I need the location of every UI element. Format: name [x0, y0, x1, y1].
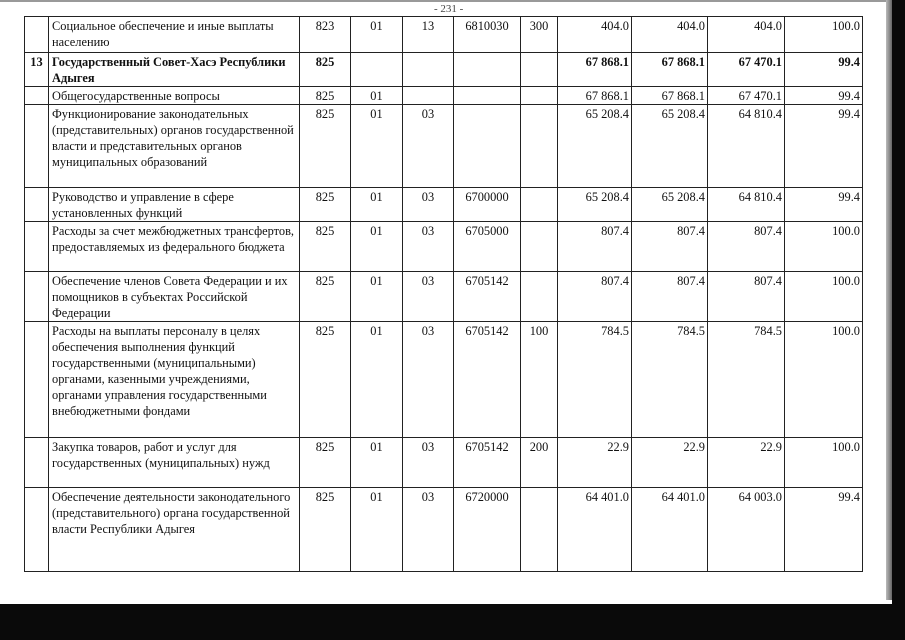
cell-amount-3: 807.4: [708, 272, 785, 322]
row-index: 13: [25, 53, 49, 87]
cell-percent: 99.4: [785, 105, 863, 188]
cell-csr: [454, 105, 521, 188]
scan-border-right: [892, 0, 905, 640]
cell-rz: [351, 53, 403, 87]
cell-ved: 823: [300, 17, 351, 53]
cell-vr: 300: [521, 17, 558, 53]
cell-pr: 13: [403, 17, 454, 53]
row-index: [25, 17, 49, 53]
cell-ved: 825: [300, 105, 351, 188]
cell-ved: 825: [300, 488, 351, 572]
cell-amount-2: 807.4: [632, 272, 708, 322]
table-row: [25, 222, 863, 272]
cell-csr: 6705142: [454, 438, 521, 488]
cell-vr: [521, 222, 558, 272]
row-index: [25, 438, 49, 488]
table-row: [25, 53, 863, 87]
cell-amount-3: 404.0: [708, 17, 785, 53]
cell-rz: 01: [351, 188, 403, 222]
cell-percent: 100.0: [785, 17, 863, 53]
cell-amount-2: 67 868.1: [632, 53, 708, 87]
cell-rz: 01: [351, 17, 403, 53]
cell-percent: 100.0: [785, 322, 863, 438]
cell-amount-3: 22.9: [708, 438, 785, 488]
cell-amount-1: 65 208.4: [558, 188, 632, 222]
row-name: Общегосударственные вопросы: [49, 87, 300, 105]
page-number: - 231 -: [434, 3, 464, 15]
cell-ved: 825: [300, 53, 351, 87]
cell-percent: 100.0: [785, 438, 863, 488]
cell-amount-3: 67 470.1: [708, 53, 785, 87]
cell-csr: 6705142: [454, 322, 521, 438]
table-body: [25, 17, 863, 572]
cell-vr: 200: [521, 438, 558, 488]
row-index: [25, 87, 49, 105]
row-index: [25, 488, 49, 572]
cell-amount-2: 807.4: [632, 222, 708, 272]
cell-pr: 03: [403, 322, 454, 438]
budget-table: [24, 16, 863, 572]
cell-amount-1: 65 208.4: [558, 105, 632, 188]
cell-pr: 03: [403, 488, 454, 572]
cell-percent: 99.4: [785, 488, 863, 572]
table-row: [25, 87, 863, 105]
cell-amount-1: 807.4: [558, 222, 632, 272]
table-row: [25, 488, 863, 572]
cell-amount-1: 67 868.1: [558, 53, 632, 87]
cell-csr: 6705000: [454, 222, 521, 272]
cell-amount-2: 784.5: [632, 322, 708, 438]
cell-ved: 825: [300, 438, 351, 488]
cell-amount-2: 67 868.1: [632, 87, 708, 105]
cell-amount-1: 784.5: [558, 322, 632, 438]
scan-edge-top: [0, 0, 905, 2]
cell-vr: [521, 105, 558, 188]
cell-vr: [521, 272, 558, 322]
row-name: Руководство и управление в сфере установленных функций: [49, 188, 300, 222]
table-row: [25, 188, 863, 222]
cell-pr: [403, 53, 454, 87]
cell-pr: 03: [403, 188, 454, 222]
cell-amount-2: 22.9: [632, 438, 708, 488]
cell-amount-3: 64 003.0: [708, 488, 785, 572]
cell-csr: 6700000: [454, 188, 521, 222]
cell-csr: [454, 53, 521, 87]
row-index: [25, 222, 49, 272]
cell-ved: 825: [300, 322, 351, 438]
row-name: Функционирование законодательных (представительных) органов государственной власти и представительных органов муниципальных образований: [49, 105, 300, 188]
row-name: Социальное обеспечение и иные выплаты населению: [49, 17, 300, 53]
row-name: Расходы за счет межбюджетных трансфертов, предоставляемых из федерального бюджета: [49, 222, 300, 272]
cell-amount-3: 64 810.4: [708, 105, 785, 188]
cell-amount-2: 65 208.4: [632, 105, 708, 188]
cell-rz: 01: [351, 222, 403, 272]
cell-amount-2: 65 208.4: [632, 188, 708, 222]
cell-rz: 01: [351, 87, 403, 105]
cell-csr: 6720000: [454, 488, 521, 572]
cell-ved: 825: [300, 272, 351, 322]
row-index: [25, 105, 49, 188]
cell-amount-3: 784.5: [708, 322, 785, 438]
row-name: Государственный Совет-Хасэ Республики Адыгея: [49, 53, 300, 87]
cell-ved: 825: [300, 188, 351, 222]
cell-percent: 99.4: [785, 53, 863, 87]
cell-pr: 03: [403, 105, 454, 188]
cell-pr: [403, 87, 454, 105]
table-row: [25, 105, 863, 188]
row-name: Закупка товаров, работ и услуг для государственных (муниципальных) нужд: [49, 438, 300, 488]
cell-pr: 03: [403, 438, 454, 488]
cell-amount-1: 404.0: [558, 17, 632, 53]
cell-csr: 6810030: [454, 17, 521, 53]
row-index: [25, 272, 49, 322]
cell-percent: 99.4: [785, 188, 863, 222]
cell-amount-1: 807.4: [558, 272, 632, 322]
table-row: [25, 272, 863, 322]
cell-csr: [454, 87, 521, 105]
row-name: Расходы на выплаты персоналу в целях обеспечения выполнения функций государственными (муниципальными) органами, казенными учреждениями, органами управления государственными внебюджетными фондами: [49, 322, 300, 438]
cell-ved: 825: [300, 87, 351, 105]
cell-rz: 01: [351, 105, 403, 188]
cell-percent: 99.4: [785, 87, 863, 105]
cell-pr: 03: [403, 272, 454, 322]
table-row: [25, 17, 863, 53]
cell-percent: 100.0: [785, 272, 863, 322]
cell-amount-1: 22.9: [558, 438, 632, 488]
cell-amount-2: 64 401.0: [632, 488, 708, 572]
cell-vr: 100: [521, 322, 558, 438]
scan-border-bottom: [0, 604, 905, 640]
cell-vr: [521, 87, 558, 105]
cell-vr: [521, 488, 558, 572]
cell-pr: 03: [403, 222, 454, 272]
cell-csr: 6705142: [454, 272, 521, 322]
cell-percent: 100.0: [785, 222, 863, 272]
cell-rz: 01: [351, 322, 403, 438]
cell-rz: 01: [351, 438, 403, 488]
cell-amount-2: 404.0: [632, 17, 708, 53]
cell-amount-3: 64 810.4: [708, 188, 785, 222]
cell-ved: 825: [300, 222, 351, 272]
cell-vr: [521, 188, 558, 222]
cell-amount-1: 67 868.1: [558, 87, 632, 105]
cell-amount-1: 64 401.0: [558, 488, 632, 572]
cell-amount-3: 67 470.1: [708, 87, 785, 105]
table-row: [25, 438, 863, 488]
row-index: [25, 188, 49, 222]
cell-rz: 01: [351, 488, 403, 572]
table-row: [25, 322, 863, 438]
cell-rz: 01: [351, 272, 403, 322]
cell-vr: [521, 53, 558, 87]
cell-amount-3: 807.4: [708, 222, 785, 272]
row-name: Обеспечение членов Совета Федерации и их помощников в субъектах Российской Федерации: [49, 272, 300, 322]
row-index: [25, 322, 49, 438]
row-name: Обеспечение деятельности законодательного (представительного) органа государственной власти Республики Адыгея: [49, 488, 300, 572]
